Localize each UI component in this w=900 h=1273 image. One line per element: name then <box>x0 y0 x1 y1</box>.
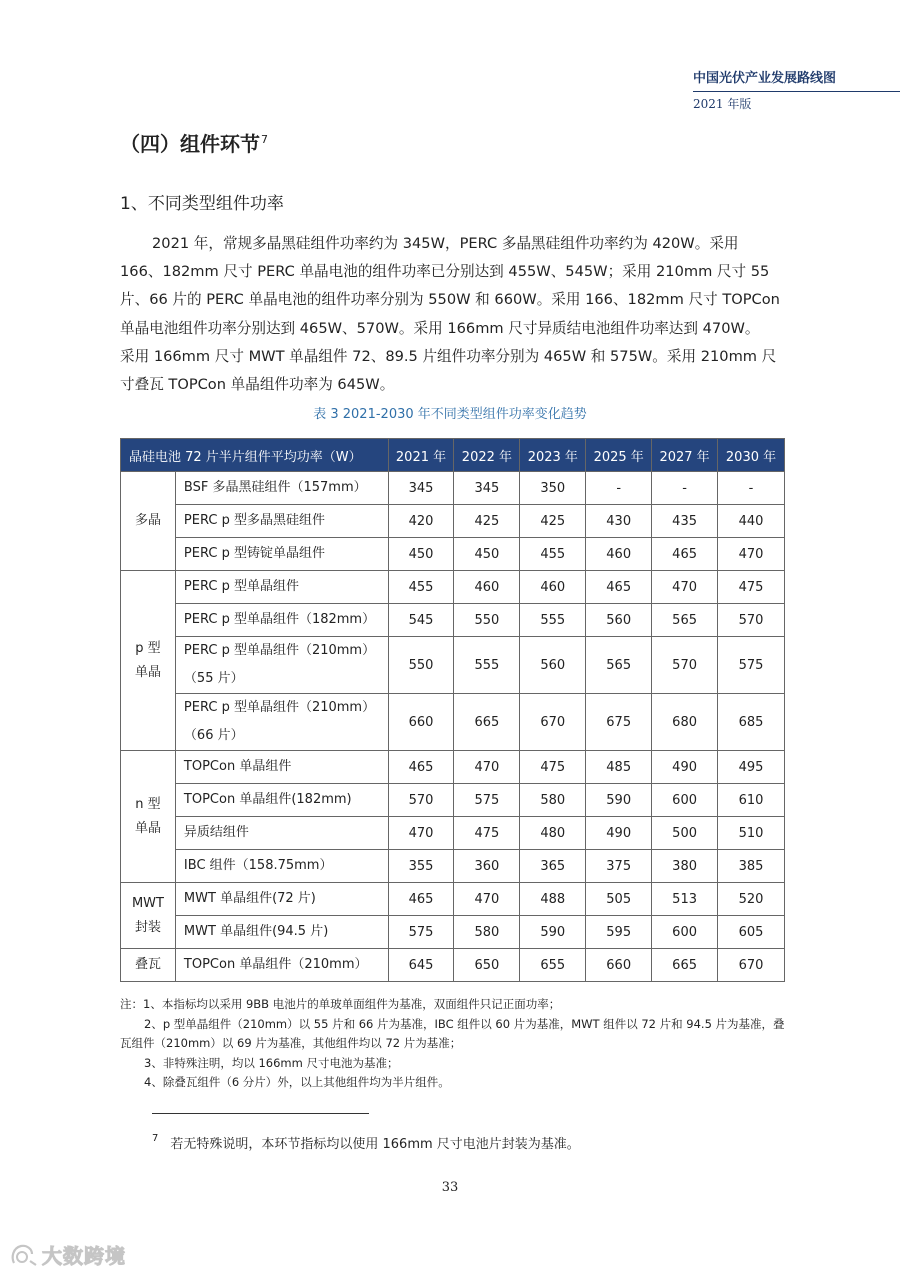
header-year: 2030 年 <box>718 439 785 472</box>
module-type-line: PERC p 型单晶组件（210mm） <box>183 700 376 715</box>
power-value-cell: 470 <box>718 538 785 571</box>
module-type-line: MWT 单晶组件(94.5 片) <box>183 924 329 939</box>
module-type-line: PERC p 型铸锭单晶组件 <box>183 546 325 561</box>
power-value-cell: 600 <box>652 784 718 817</box>
subsection-title: 1、不同类型组件功率 <box>120 194 284 214</box>
table-row <box>121 637 785 694</box>
power-value-cell: 565 <box>652 604 718 637</box>
module-type-line: （55 片） <box>183 671 244 686</box>
note-line: 3、非特殊注明，均以 166mm 尺寸电池为基准； <box>144 1055 399 1070</box>
footnote-text: 若无特殊说明，本环节指标均以使用 166mm 尺寸电池片封装为基准。 <box>170 1137 580 1152</box>
power-value-cell: 510 <box>718 817 785 850</box>
table-row <box>121 694 785 751</box>
header-year: 2022 年 <box>454 439 520 472</box>
running-header <box>693 70 900 112</box>
header-year: 2025 年 <box>586 439 652 472</box>
table-row <box>121 784 785 817</box>
table-body <box>121 472 785 982</box>
power-value-cell: - <box>586 472 652 505</box>
body-paragraph <box>120 230 784 399</box>
group-label: MWT 封装 <box>121 883 176 949</box>
power-value-cell: 565 <box>586 637 652 694</box>
power-value-cell: 670 <box>520 694 586 751</box>
power-value-cell: 475 <box>454 817 520 850</box>
group-label: 多晶 <box>121 472 176 571</box>
table-row <box>121 916 785 949</box>
power-value-cell: 645 <box>388 949 454 982</box>
power-value-cell: 455 <box>520 538 586 571</box>
power-value-cell: 465 <box>586 571 652 604</box>
power-value-cell: - <box>652 472 718 505</box>
power-value-cell: 500 <box>652 817 718 850</box>
power-value-cell: 513 <box>652 883 718 916</box>
table-row <box>121 751 785 784</box>
power-value-cell: 430 <box>586 505 652 538</box>
table-row <box>121 949 785 982</box>
paragraph-line: 采用 166mm 尺寸 MWT 单晶组件 72、89.5 片组件功率分别为 465W 和 575W。采用 210mm 尺 <box>120 347 777 365</box>
header-year: 2027 年 <box>652 439 718 472</box>
power-value-cell: 680 <box>652 694 718 751</box>
power-value-cell: 675 <box>586 694 652 751</box>
power-value-cell: 345 <box>454 472 520 505</box>
group-label: p 型 单晶 <box>121 571 176 751</box>
power-value-cell: 385 <box>718 850 785 883</box>
note-line: 注：1、本指标均以采用 9BB 电池片的单玻单面组件为基准，双面组件只记正面功率； <box>120 997 561 1011</box>
module-type-cell <box>175 472 388 505</box>
power-value-cell: 470 <box>454 751 520 784</box>
paragraph-line: 2021 年，常规多晶黑硅组件功率约为 345W，PERC 多晶黑硅组件功率约为 420W。采用 <box>152 235 739 252</box>
power-value-cell: 425 <box>520 505 586 538</box>
table-header-row <box>121 439 785 472</box>
power-value-cell: 460 <box>520 571 586 604</box>
footnote <box>152 1133 580 1152</box>
power-value-cell: 670 <box>718 949 785 982</box>
power-value-cell: 580 <box>520 784 586 817</box>
module-type-line: （66 片） <box>183 728 244 743</box>
power-value-cell: 450 <box>454 538 520 571</box>
group-label: n 型 单晶 <box>121 751 176 883</box>
power-value-cell: 665 <box>454 694 520 751</box>
power-value-cell: 560 <box>520 637 586 694</box>
power-value-cell: 610 <box>718 784 785 817</box>
power-value-cell: 575 <box>454 784 520 817</box>
table-row <box>121 505 785 538</box>
module-type-cell <box>175 949 388 982</box>
power-value-cell: 360 <box>454 850 520 883</box>
power-value-cell: 605 <box>718 916 785 949</box>
module-type-line: PERC p 型多晶黑硅组件 <box>183 513 325 528</box>
power-value-cell: 600 <box>652 916 718 949</box>
module-type-cell <box>175 637 388 694</box>
module-type-cell <box>175 784 388 817</box>
module-type-line: BSF 多晶黑硅组件（157mm） <box>183 480 367 495</box>
section-title <box>120 128 268 157</box>
module-type-cell <box>175 751 388 784</box>
power-value-cell: 460 <box>454 571 520 604</box>
header-title: 中国光伏产业发展路线图 <box>693 71 837 86</box>
power-value-cell: 465 <box>388 883 454 916</box>
table-notes <box>120 995 800 1093</box>
module-type-line: TOPCon 单晶组件（210mm） <box>183 957 368 972</box>
power-value-cell: 660 <box>586 949 652 982</box>
power-value-cell: 580 <box>454 916 520 949</box>
group-label: 叠瓦 <box>121 949 176 982</box>
table-row <box>121 604 785 637</box>
module-type-line: PERC p 型单晶组件 <box>183 579 299 594</box>
power-value-cell: 488 <box>520 883 586 916</box>
power-value-cell: 590 <box>520 916 586 949</box>
note-line: 2、p 型单晶组件（210mm）以 55 片和 66 片为基准，IBC 组件以 60 片为基准，MWT 组件以 72 片和 94.5 片为基准，叠 <box>144 1016 785 1031</box>
power-value-cell: 590 <box>586 784 652 817</box>
power-value-cell: 475 <box>520 751 586 784</box>
paragraph-line: 单晶电池组件功率分别达到 465W、570W。采用 166mm 尺寸异质结电池组件功率达到 470W。 <box>120 319 760 337</box>
power-value-cell: 475 <box>718 571 785 604</box>
table-caption: 表 3 2021-2030 年不同类型组件功率变化趋势 <box>313 407 587 422</box>
power-value-cell: 545 <box>388 604 454 637</box>
power-value-cell: 375 <box>586 850 652 883</box>
table-row <box>121 817 785 850</box>
power-value-cell: 345 <box>388 472 454 505</box>
power-value-cell: 480 <box>520 817 586 850</box>
footnote-divider <box>152 1113 369 1114</box>
module-power-table <box>120 438 785 982</box>
table-row <box>121 883 785 916</box>
power-value-cell: 555 <box>454 637 520 694</box>
power-value-cell: 665 <box>652 949 718 982</box>
power-value-cell: 575 <box>718 637 785 694</box>
module-type-line: 异质结组件 <box>183 825 249 840</box>
module-type-cell <box>175 604 388 637</box>
power-value-cell: 455 <box>388 571 454 604</box>
power-value-cell: 465 <box>652 538 718 571</box>
power-value-cell: 380 <box>652 850 718 883</box>
power-value-cell: 460 <box>586 538 652 571</box>
header-edition: 2021 年版 <box>693 97 752 111</box>
power-value-cell: 570 <box>388 784 454 817</box>
power-value-cell: 575 <box>388 916 454 949</box>
module-type-cell <box>175 850 388 883</box>
power-value-cell: 440 <box>718 505 785 538</box>
power-value-cell: 465 <box>388 751 454 784</box>
power-value-cell: 485 <box>586 751 652 784</box>
note-line: 瓦组件（210mm）以 69 片为基准，其他组件均以 72 片为基准； <box>120 1036 462 1050</box>
module-type-line: IBC 组件（158.75mm） <box>183 858 333 873</box>
power-value-cell: 685 <box>718 694 785 751</box>
header-year: 2023 年 <box>520 439 586 472</box>
power-value-cell: 355 <box>388 850 454 883</box>
power-value-cell: 435 <box>652 505 718 538</box>
power-value-cell: 450 <box>388 538 454 571</box>
module-type-cell <box>175 571 388 604</box>
power-value-cell: 570 <box>652 637 718 694</box>
power-value-cell: 560 <box>586 604 652 637</box>
module-type-line: TOPCon 单晶组件 <box>183 759 292 774</box>
power-value-cell: 595 <box>586 916 652 949</box>
power-value-cell: 470 <box>652 571 718 604</box>
power-value-cell: 660 <box>388 694 454 751</box>
module-type-cell <box>175 505 388 538</box>
power-value-cell: 470 <box>454 883 520 916</box>
module-type-cell <box>175 817 388 850</box>
power-value-cell: 420 <box>388 505 454 538</box>
dashuju-logo-icon <box>10 1243 38 1267</box>
power-value-cell: 470 <box>388 817 454 850</box>
paragraph-line: 片、66 片的 PERC 单晶电池的组件功率分别为 550W 和 660W。采用 166、182mm 尺寸 TOPCon <box>120 291 780 309</box>
note-line: 4、除叠瓦组件（6 分片）外，以上其他组件均为半片组件。 <box>144 1075 450 1089</box>
page-number: 33 <box>441 1180 459 1195</box>
power-value-cell: 550 <box>454 604 520 637</box>
module-type-cell <box>175 916 388 949</box>
watermark <box>10 1240 126 1269</box>
table-row <box>121 571 785 604</box>
module-type-line: PERC p 型单晶组件（182mm） <box>183 612 376 627</box>
power-value-cell: 555 <box>520 604 586 637</box>
power-value-cell: 520 <box>718 883 785 916</box>
header-divider <box>693 91 900 92</box>
module-type-line: PERC p 型单晶组件（210mm） <box>183 643 376 658</box>
header-year: 2021 年 <box>388 439 454 472</box>
module-type-line: TOPCon 单晶组件(182mm) <box>183 792 352 807</box>
module-type-line: MWT 单晶组件(72 片) <box>183 891 316 906</box>
power-value-cell: 365 <box>520 850 586 883</box>
module-type-cell <box>175 694 388 751</box>
table-row <box>121 472 785 505</box>
power-value-cell: 505 <box>586 883 652 916</box>
power-value-cell: 650 <box>454 949 520 982</box>
footnote-reference[interactable]: 7 <box>261 133 268 147</box>
power-value-cell: 655 <box>520 949 586 982</box>
table-row <box>121 538 785 571</box>
power-value-cell: 550 <box>388 637 454 694</box>
paragraph-line: 166、182mm 尺寸 PERC 单晶电池的组件功率已分别达到 455W、545W；采用 210mm 尺寸 55 <box>120 263 770 281</box>
footnote-number: 7 <box>152 1133 159 1144</box>
power-value-cell: 490 <box>586 817 652 850</box>
power-value-cell: - <box>718 472 785 505</box>
power-value-cell: 490 <box>652 751 718 784</box>
table-row <box>121 850 785 883</box>
power-value-cell: 425 <box>454 505 520 538</box>
paragraph-line: 寸叠瓦 TOPCon 单晶组件功率为 645W。 <box>120 376 395 394</box>
power-value-cell: 570 <box>718 604 785 637</box>
section-title-text: （四）组件环节 <box>120 132 260 156</box>
watermark-text: 大数跨境 <box>42 1244 126 1268</box>
module-type-cell <box>175 538 388 571</box>
header-category: 晶硅电池 72 片半片组件平均功率（W） <box>121 439 389 472</box>
power-value-cell: 350 <box>520 472 586 505</box>
module-type-cell <box>175 883 388 916</box>
power-value-cell: 495 <box>718 751 785 784</box>
